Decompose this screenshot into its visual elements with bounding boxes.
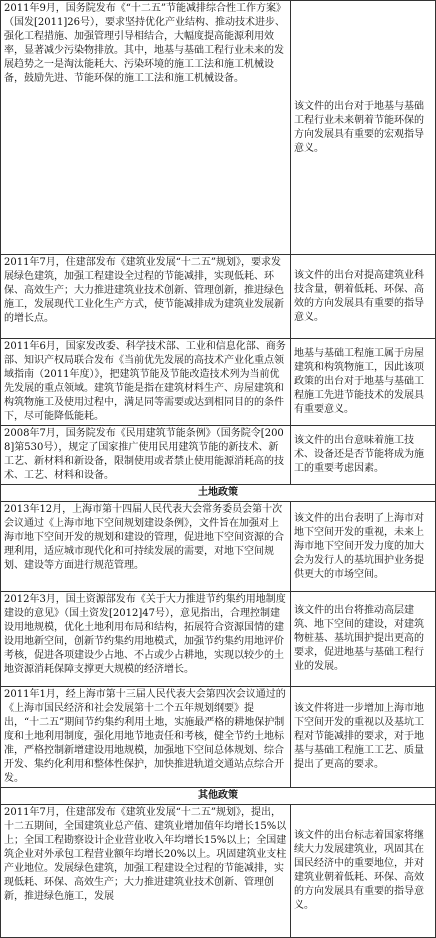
impact-cell: 该文件的出台表明了上海市对地下空间开发的重视，未来上海市地下空间开发力度的加大会为发行人的基坑围护业务提供更大的市场空间。: [291, 502, 436, 592]
table-row: [1, 1, 436, 255]
section-heading-row: [1, 485, 436, 502]
policy-cell: 2011年6月，国家发改委、科学技术部、工业和信息化部、商务部、知识产权局联合发布《当前优先发展的高技术产业化重点领域指南（2011年度）》，把建筑节能及节能改造技术列为当前优先发展的重点领域。建筑节能是指在建筑材料生产、房屋建筑和构筑物施工及使用过程中，满足同等需要或达到相同目的的条件下，尽可能降低能耗。: [1, 339, 291, 426]
impact-cell: 该文件的出台意味着施工技术、设备还是否节能将成为施工的重要考虑因素。: [291, 426, 436, 485]
policy-cell: 2013年12月，上海市第十四届人民代表大会常务委员会第十次会议通过《上海市地下空间规划建设条例》，文件旨在加强对上海市地下空间开发的规划和建设的管理，促进地下空间资源的合理利用，适应城市现代化和可持续发展的需要，对地下空间规划、建设等方面进行规范管理。: [1, 502, 291, 592]
policy-cell: 2011年1月，经上海市第十三届人民代表大会第四次会议通过的《上海市国民经济和社会发展第十二个五年规划纲要》提出，“十二五”期间节约集约利用土地，实施最严格的耕地保护制度和土地利用制度，强化用地节地责任和考核，健全节约土地标准，严格控制新增建设用地规模，加强地下空间总体规划、综合开发、集约化利用和整体性保护，加快推进轨道交通站点综合开发。: [1, 687, 291, 788]
section-heading-other: 其他政策: [1, 788, 436, 805]
section-heading-row: [1, 788, 436, 805]
impact-cell: 该文件的出台标志着国家将继续大力发展建筑业，巩固其在国民经济中的重要地位，并对建筑业朝着低耗、环保、高效的方向发展具有重要的指导意义。: [291, 805, 436, 938]
table-row: [1, 592, 436, 687]
policy-cell: 2011年9月，国务院发布《“十二五”节能减排综合性工作方案》（国发[2011]26号），要求坚持优化产业结构、推动技术进步、强化工程措施、加强管理引导相结合，大幅度提高能源利用效率，显著减少污染物排放。其中，地基与基础工程行业未来的发展趋势之一是淘汰能耗大、污染环境的施工工法和施工机械设备，鼓励先进、节能环保的施工工法和施工机械设备。: [1, 1, 291, 255]
table-row: [1, 426, 436, 485]
section-heading-land: 土地政策: [1, 485, 436, 502]
impact-cell: 该文件的出台将推动高层建筑、地下空间的建设，对建筑物桩基、基坑围护提出更高的要求，促进地基与基础工程行业的发展。: [291, 592, 436, 687]
impact-cell: 该文件将进一步增加上海市地下空间开发的重视以及基坑工程对节能减排的要求，对于地基与基础工程施工工艺、质量提出了更高的要求。: [291, 687, 436, 788]
impact-cell: 地基与基础工程施工属于房屋建筑和构筑物施工，因此该项政策的出台对于地基与基础工程施工先进节能技术的发展具有重要意义。: [291, 339, 436, 426]
impact-cell: 该文件的出台对于地基与基础工程行业未来朝着节能环保的方向发展具有重要的宏观指导意义。: [291, 1, 436, 255]
impact-cell: 该文件的出台对提高建筑业科技含量，朝着低耗、环保、高效的方向发展具有重要的指导意义。: [291, 255, 436, 339]
table-row: [1, 687, 436, 788]
table-row: [1, 339, 436, 426]
table-row: [1, 502, 436, 592]
policy-cell: 2008年7月，国务院发布《民用建筑节能条例》（国务院令[2008]第530号），规定了国家推广使用民用建筑节能的新技术、新工艺、新材料和新设备，限制使用或者禁止使用能源消耗高的技术、工艺、材料和设备。: [1, 426, 291, 485]
table-row: [1, 805, 436, 938]
policy-cell: 2011年7月，住建部发布《建筑业发展“十二五”规划》，要求发展绿色建筑，加强工程建设全过程的节能减排，实现低耗、环保、高效生产；大力推进建筑业技术创新、管理创新，推进绿色施工，发展现代工业化生产方式，使节能减排成为建筑业发展新的增长点。: [1, 255, 291, 339]
policy-cell: 2011年7月，住建部发布《建筑业发展“十二五”规划》，提出，十二五期间，全国建筑业总产值、建筑业增加值年均增长15%以上；全国工程勘察设计企业营业收入年均增长15%以上；全国建筑企业对外承包工程营业额年均增长20%以上。巩固建筑业支柱产业地位。发展绿色建筑，加强工程建设全过程的节能减排，实现低耗、环保、高效生产；大力推进建筑业技术创新、管理创新，推进绿色施工，发展: [1, 805, 291, 938]
table-row: [1, 255, 436, 339]
policy-cell: 2012年3月，国土资源部发布《关于大力推进节约集约用地制度建设的意见》（国土资发[2012]47号），意见指出，合理控制建设用地规模，优化土地利用布局和结构，拓展符合资源国情的建设用地新空间，创新节约集约用地模式，加强节约集约用地评价考核，促进各项建设少占地、不占或少占耕地，实现以较少的土地资源消耗保障支撑更大规模的经济增长。: [1, 592, 291, 687]
